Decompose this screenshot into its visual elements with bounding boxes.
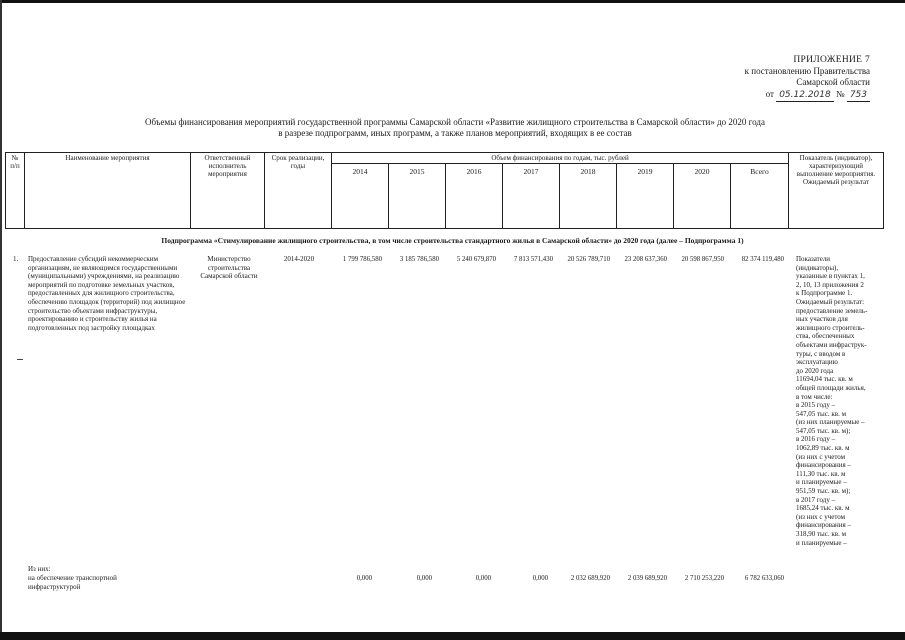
subprogram-title: Подпрограмма «Стимулирование жилищного строительства, в том числе строительства стандартного жилья в Самарской области» до 2020 года (далее – Подпрограмма 1) — [161, 236, 744, 245]
handwritten-number: 753 — [847, 90, 870, 102]
value-2016: 5 240 679,870 — [456, 256, 496, 263]
header-period: Срок реализации, годы — [265, 153, 332, 229]
value-total: 6 782 633,060 — [744, 575, 784, 582]
number-prefix: № — [835, 89, 845, 99]
header-num: № п/п — [6, 153, 25, 229]
implementation-period: 2014-2020 — [283, 255, 315, 263]
value-2014: 1 799 786,580 — [342, 256, 382, 263]
header-year: 2017 — [503, 164, 560, 229]
value-2015: 3 185 786,580 — [399, 256, 439, 263]
header-year: 2015 — [389, 164, 446, 229]
header-indicator: Показатель (индикатор), характеризующий выполнение мероприятия. Ожидаемый результат — [789, 153, 884, 229]
header-year: 2020 — [674, 164, 731, 229]
of-them-label: Из них: — [28, 565, 51, 573]
scan-left-edge — [0, 0, 2, 640]
value-2018: 2 032 689,920 — [570, 575, 610, 582]
header-year: 2018 — [560, 164, 617, 229]
indicator-text: Показатели (индикаторы), указанные в пунктах 1, 2, 10, 13 приложения 2 к Подпрограмме 1. Ожидаемый результат: предоставление земель- ных участков для жилищного строитель- ства, обеспеченных объектами инфраструк- туры, с вводом в эксплуатацию до 2020 года 11694,04 тыс. кв. м общей площади жилья, в том числе: в 2015 году – 547,05 тыс. кв. м (из них планируемые – 547,05 тыс. кв. м); в 2016 году – 1062,89 тыс. кв. м (из них с учетом финансирования – 111,30 тыс. кв. м и планируемые – 951,59 тыс. кв. м); в 2017 году – 1685,24 тыс. кв. м (из них с учетом финансирования – 318,90 тыс. кв. м и планируемые – — [796, 255, 868, 547]
sub-measure-name: на обеспечение транспортной инфраструктурой — [28, 574, 117, 591]
value-2019: 23 208 637,360 — [624, 256, 667, 263]
header-year: 2014 — [332, 164, 389, 229]
value-2017: 7 813 571,430 — [513, 256, 553, 263]
header-name: Наименование мероприятия — [25, 153, 191, 229]
date-prefix: от — [765, 89, 774, 99]
responsible-executor: Министерство строительства Самарской области — [200, 255, 258, 281]
value-2020: 20 598 867,950 — [681, 256, 724, 263]
value-2014: 0,000 — [356, 575, 372, 582]
handwritten-date: 05.12.2018 — [776, 90, 834, 102]
appendix-header — [700, 55, 870, 102]
value-2018: 20 526 789,710 — [567, 256, 610, 263]
value-2015: 0,000 — [416, 575, 432, 582]
document-title — [60, 117, 850, 139]
document-title-line-1: Объемы финансирования мероприятий государственной программы Самарской области «Развитие жилищного строительства в Самарской области» до 2020 года — [145, 117, 765, 127]
value-2016: 0,000 — [475, 575, 491, 582]
header-total: Всего — [731, 164, 789, 229]
header-year: 2019 — [617, 164, 674, 229]
scan-dash-mark — [17, 359, 23, 360]
scan-bottom-edge — [0, 632, 905, 640]
header-year: 2016 — [446, 164, 503, 229]
appendix-dateline — [700, 89, 870, 102]
appendix-title: ПРИЛОЖЕНИЕ 7 — [793, 55, 870, 65]
header-funding: Объем финансирования по годам, тыс. рублей — [332, 153, 789, 164]
value-2020: 2 710 253,220 — [684, 575, 724, 582]
row-number: 1. — [13, 255, 19, 263]
appendix-line-1: к постановлению Правительства — [744, 66, 870, 76]
value-2019: 2 039 689,920 — [627, 575, 667, 582]
measure-name: Предоставление субсидий некоммерческим организациям, не являющимся государственными (муниципальными) учреждениями, на реализацию мероприятий по подготовке земельных участков, предоставленных для жилищного строительства, обеспечению площадок (территорий) под жилищное строительство объектами инфраструктуры, проектированию и строительству жилья на подготовленных под застройку площадках — [28, 255, 186, 332]
scan-top-edge — [0, 0, 905, 3]
value-total: 82 374 119,480 — [741, 256, 784, 263]
funding-table-header — [5, 152, 884, 229]
value-2017: 0,000 — [532, 575, 548, 582]
document-title-line-2: в разрезе подпрограмм, иных программ, а также планов мероприятий, входящих в ее состав — [278, 128, 632, 138]
appendix-line-2: Самарской области — [796, 77, 870, 87]
header-responsible: Ответственный исполнитель мероприятия — [191, 153, 265, 229]
